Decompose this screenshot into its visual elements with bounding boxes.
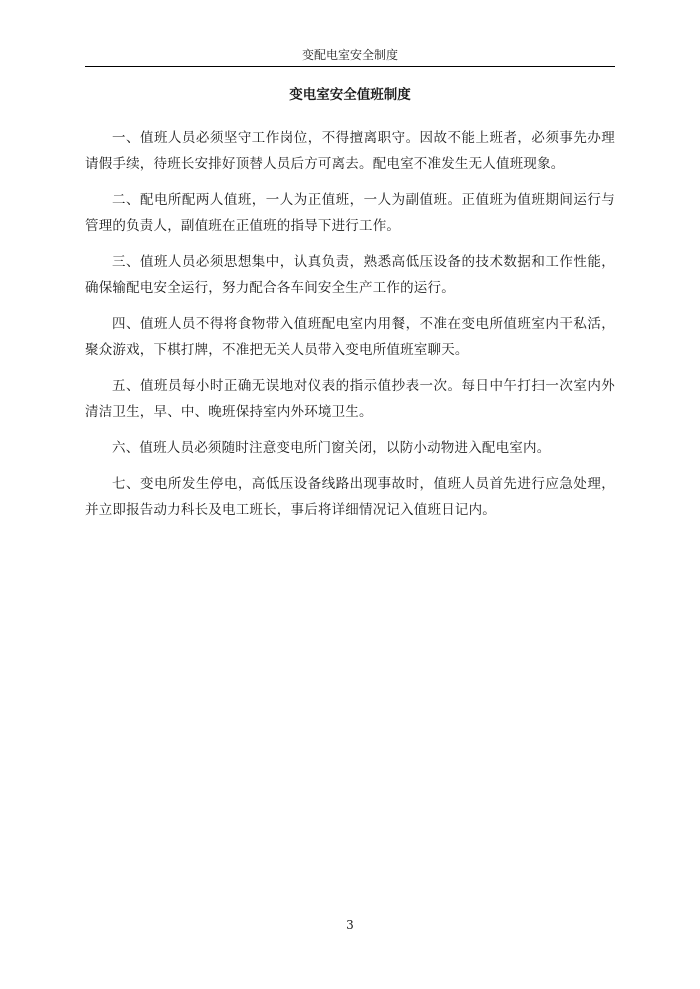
paragraph-4: 四、值班人员不得将食物带入值班配电室内用餐，不准在变电所值班室内干私活，聚众游戏，下棋打牌，不准把无关人员带入变电所值班室聊天。	[85, 316, 615, 358]
running-header: 变配电室安全制度	[301, 48, 398, 62]
header-divider	[85, 66, 615, 67]
document-title: 变电室安全值班制度	[289, 87, 411, 103]
document-body	[85, 125, 615, 523]
paragraph-7: 七、变电所发生停电，高低压设备线路出现事故时，值班人员首先进行应急处理，并立即报告动力科长及电工班长，事后将详细情况记入值班日记内。	[85, 476, 615, 518]
page-number: 3	[346, 918, 354, 932]
paragraph-1: 一、值班人员必须坚守工作岗位，不得擅离职守。因故不能上班者，必须事先办理请假手续，待班长安排好顶替人员后方可离去。配电室不准发生无人值班现象。	[85, 130, 615, 172]
paragraph-2: 二、配电所配两人值班，一人为正值班，一人为副值班。正值班为值班期间运行与管理的负责人，副值班在正值班的指导下进行工作。	[85, 192, 615, 234]
paragraph-3: 三、值班人员必须思想集中，认真负责，熟悉高低压设备的技术数据和工作性能，确保输配电安全运行，努力配合各车间安全生产工作的运行。	[85, 254, 615, 296]
paragraph-5: 五、值班员每小时正确无误地对仪表的指示值抄表一次。每日中午打扫一次室内外清洁卫生，早、中、晚班保持室内外环境卫生。	[85, 378, 615, 420]
paragraph-6: 六、值班人员必须随时注意变电所门窗关闭，以防小动物进入配电室内。	[112, 440, 551, 456]
